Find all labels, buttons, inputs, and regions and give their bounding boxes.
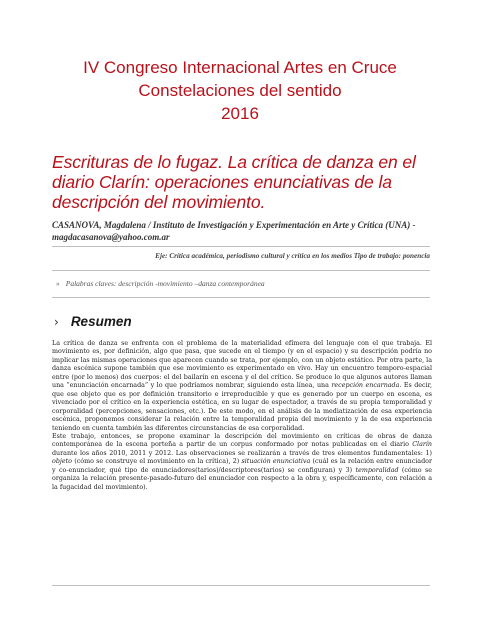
eje-line: Eje: Crítica académica, periodismo cultural y crítica en los medios Tipo de trabajo: ponencia [155,252,430,260]
congress-year: 2016 [221,104,259,123]
abstract-paragraph: Este trabajo, entonces, se propone examinar la descripción del movimiento en críticas de obras de danza contemporánea de la escena porteña a partir de un corpus conformado por notas publicadas en el diario Clarín durante los años 2010, 2011 y 2012. Las observaciones se realizarán a través de tres elementos fundamentales: 1) objeto (cómo se construye el movimiento en la crítica), 2) situación enunciativa (cuál es la relación entre enunciador y co-enunciador, qué tipo de enunciadores(tarios)/descriptores(tarios) se configuran) y 3) temporalidad (cómo se organiza la relación presente-pasado-futuro del enunciador con respecto a la obra y, específicamente, con relación a la fugacidad del movimiento). [52,432,432,491]
congress-name: IV Congreso Internacional Artes en Cruce [83,58,397,77]
divider [52,270,430,271]
author-affiliation: CASANOVA, Magdalena / Instituto de Investigación y Experimentación en Arte y Crítica (UNA) - [52,220,416,230]
resumen-label: Resumen [70,314,132,329]
keywords-line [56,279,430,288]
abstract-paragraph: La crítica de danza se enfrenta con el problema de la materialidad efímera del lenguaje con el que trabaja. El movimiento es, por definición, algo que pasa, que sucede en el tiempo (y en el espacio) y su descripción podría no implicar las mismas operaciones que aparecen cuando se trata, por ejemplo, con un objeto estático. Por otra parte, la danza escénica supone también que ese movimiento es experimentado en vivo. Hay un encuentro temporo-espacial entre (por lo menos) dos cuerpos: el del bailarín en escena y el del crítico. Se produce lo que algunos autores llaman una “enunciación encarnada” y lo que podríamos nombrar, siguiendo esta línea, una recepción encarnada. Es decir, que ese objeto que es por definición transitorio e irreproducible y que es generado por un cuerpo en escena, es vivenciado por el crítico en la experiencia estética, en su lugar de espectador, a través de su propia temporalidad y corporalidad (percepciones, sensaciones, etc.). De este modo, en el análisis de la mediatización de esa experiencia escénica, proponemos considerar la relación entre la temporalidad propia del movimiento y la de esa experiencia teniendo en cuenta también las diferentes circunstancias de esa corporalidad. [52,340,432,432]
resumen-heading [54,314,132,329]
divider [52,297,430,298]
author-email: magdacasanova@yahoo.com.ar [52,232,170,242]
chevron-right-icon: › [54,314,59,329]
abstract-body [52,340,432,492]
congress-header [40,56,440,125]
keywords-bullet: » [56,279,60,288]
author-block [52,219,450,243]
keywords-text: Palabras claves: descripción -movimiento –danza contemporánea [65,279,265,288]
divider [52,585,430,586]
paper-title: Escrituras de lo fugaz. La crítica de danza en el diario Clarín: operaciones enunciativas de la descripción del movimiento. [52,152,416,212]
divider [52,246,430,247]
congress-subtitle: Constelaciones del sentido [138,81,342,100]
